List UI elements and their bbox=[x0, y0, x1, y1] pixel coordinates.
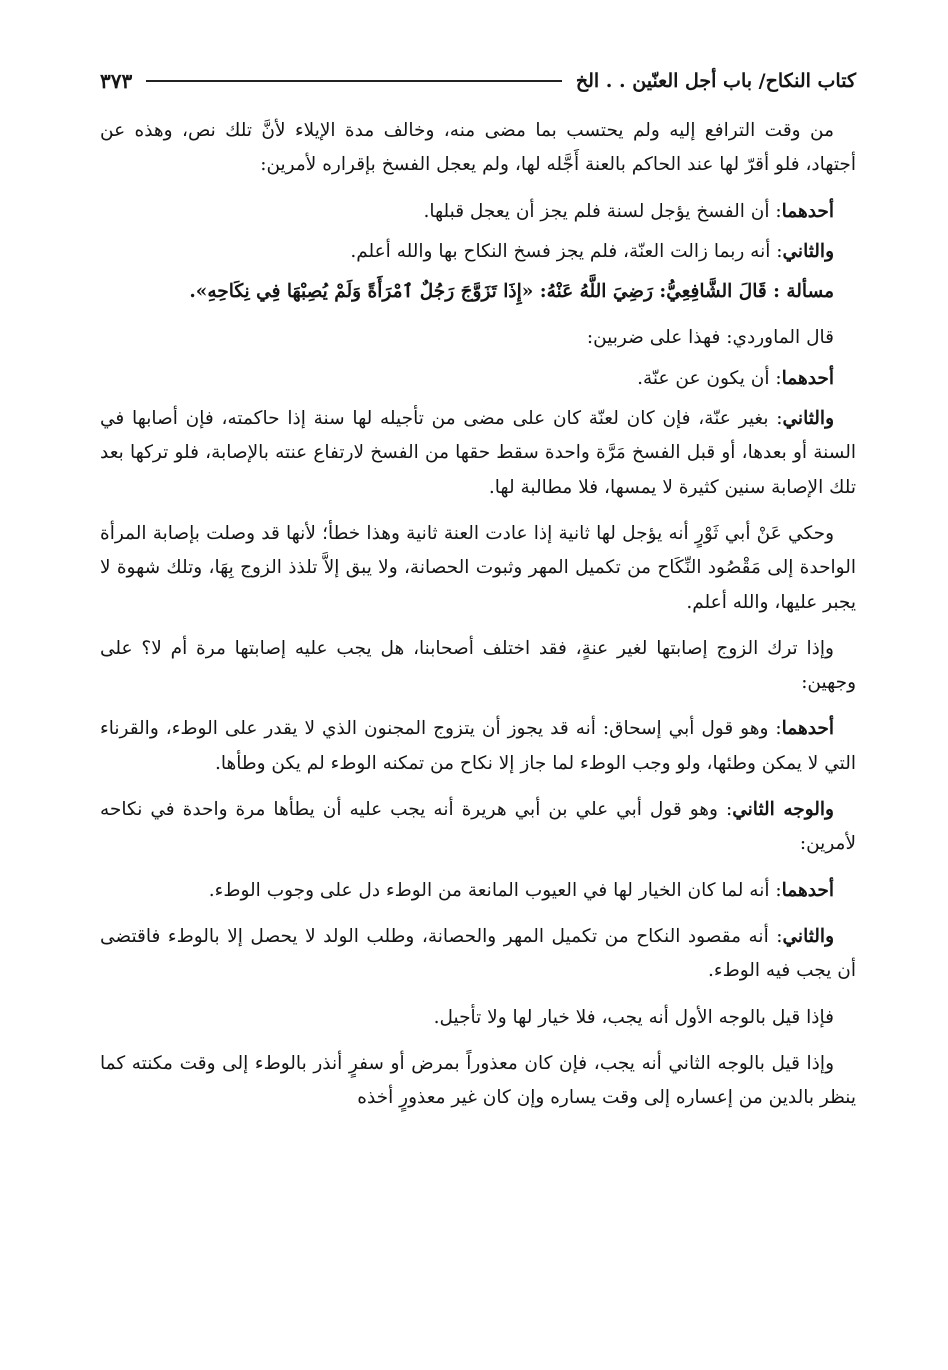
paragraph bbox=[100, 712, 856, 781]
paragraph bbox=[100, 1047, 856, 1116]
paragraph-text: رَضِيَ اللَّهُ عَنْهُ: «إِذَا تَزَوَّجَ رَجُلٌ ٱمْرَأَةً وَلَمْ يُصِبْهَا فِي نِكَاحِهِ». bbox=[189, 281, 660, 303]
paragraph-text: : أنه مقصود النكاح من تكميل المهر والحصانة، وطلب الولد لا يحصل إلا بالوطء فاقتضى أن يجب فيه الوطء. bbox=[100, 925, 856, 982]
page-number: ٣٧٣ bbox=[100, 69, 133, 93]
paragraph bbox=[100, 362, 856, 396]
paragraph bbox=[100, 793, 856, 862]
paragraph-term: أحدهما bbox=[781, 718, 834, 740]
paragraph-text: فإذا قيل بالوجه الأول أنه يجب، فلا خيار لها ولا تأجيل. bbox=[433, 1006, 834, 1028]
paragraph-term: مسألة : قَالَ الشَّافِعِيُّ: bbox=[659, 281, 834, 303]
paragraph-text: : أن الفسخ يؤجل لسنة فلم يجز أن يعجل قبلها. bbox=[423, 200, 782, 222]
body-text bbox=[100, 114, 856, 1127]
paragraph-text: وإذا ترك الزوج إصابتها لغير عنةٍ، فقد اختلف أصحابنا، هل يجب عليه إصابتها مرة أم لا؟ على وجهين: bbox=[100, 637, 856, 694]
paragraph-text: : وهو قول أبي إسحاق: أنه قد يجوز أن يتزوج المجنون الذي لا يقدر على الوطء، والقرناء التي لا يمكن وطئها، ولو وجب الوطء لما جاز إلا نكاح من تمكنه الوطء لم يكن وطأها. bbox=[100, 718, 856, 774]
paragraph bbox=[100, 402, 856, 505]
paragraph bbox=[100, 321, 856, 355]
paragraph-term: والثاني bbox=[782, 408, 834, 430]
paragraph-text: قال الماوردي: فهذا على ضربين: bbox=[586, 327, 834, 349]
paragraph bbox=[100, 1001, 856, 1035]
paragraph bbox=[100, 275, 856, 309]
paragraph-text: وإذا قيل بالوجه الثاني أنه يجب، فإن كان معذوراً بمرض أو سفرٍ أنذر بالوطء إلى وقت مكنته كما ينظر بالدين من إعساره إلى وقت يساره وإن كان غير معذورٍ أخذه bbox=[100, 1052, 856, 1109]
header-title: كتاب النكاح/ باب أجل العنّين . . الخ bbox=[575, 70, 856, 92]
paragraph-term: أحدهما bbox=[781, 200, 834, 222]
paragraph bbox=[100, 517, 856, 620]
paragraph-term: والثاني bbox=[782, 925, 834, 947]
paragraph-text: وحكي عَنْ أبي ثَوْرٍ أنه يؤجل لها ثانية إذا عادت العنة ثانية وهذا خطأ؛ لأنها قد وصلت بإصابة المرأة الواحدة إلى مَقْصُود النِّكَاح من تكميل المهر وثبوت الحصانة، ولا يبق إلاَّ تلذذ الزوج بِهَا، وتلك شهوة لا يجبر عليها، والله أعلم. bbox=[100, 522, 856, 613]
paragraph-term: والوجه الثاني bbox=[732, 799, 834, 821]
paragraph-term: أحدهما bbox=[781, 879, 834, 901]
paragraph-text: من وقت الترافع إليه ولم يحتسب بما مضى منه، وخالف مدة الإيلاء لأنَّ تلك نص، وهذه عن أجتهاد، فلو أقرّ لها عند الحاكم بالعنة أَجَّله لها، ولم يعجل الفسخ بإقراره لأمرين: bbox=[100, 120, 856, 176]
paragraph bbox=[100, 235, 856, 269]
paragraph-text: : أنه لما كان الخيار لها في العيوب المانعة من الوطء دل على وجوب الوطء. bbox=[208, 879, 782, 901]
paragraph bbox=[100, 114, 856, 183]
paragraph bbox=[100, 920, 856, 989]
paragraph bbox=[100, 632, 856, 701]
paragraph-text: : أنه ربما زالت العنّة، فلم يجز فسخ النكاح بها والله أعلم. bbox=[350, 240, 783, 262]
paragraph-term: أحدهما bbox=[781, 367, 834, 389]
paragraph-text: : بغير عنّة، فإن كان لعنّة كان على مضى من تأجيله لها سنة إذا حاكمته، فإن أصابها في السنة أو بعدها، أو قبل الفسخ مَرَّة واحدة سقط حقها من الفسخ لارتفاع عنته بالإصابة، فلو تركها بعد تلك الإصابة سنين كثيرة لا يمسها، فلا مطالبة لها. bbox=[100, 408, 856, 498]
header-rule bbox=[146, 80, 562, 82]
paragraph bbox=[100, 874, 856, 908]
paragraph-text: : وهو قول أبي علي بن أبي هريرة أنه يجب عليه أن يطأها مرة واحدة في نكاحه لأمرين: bbox=[100, 799, 856, 855]
paragraph-text: : أن يكون عن عنّة. bbox=[637, 367, 782, 389]
running-header bbox=[100, 66, 856, 96]
paragraph-term: والثاني bbox=[782, 240, 834, 262]
paragraph bbox=[100, 195, 856, 229]
